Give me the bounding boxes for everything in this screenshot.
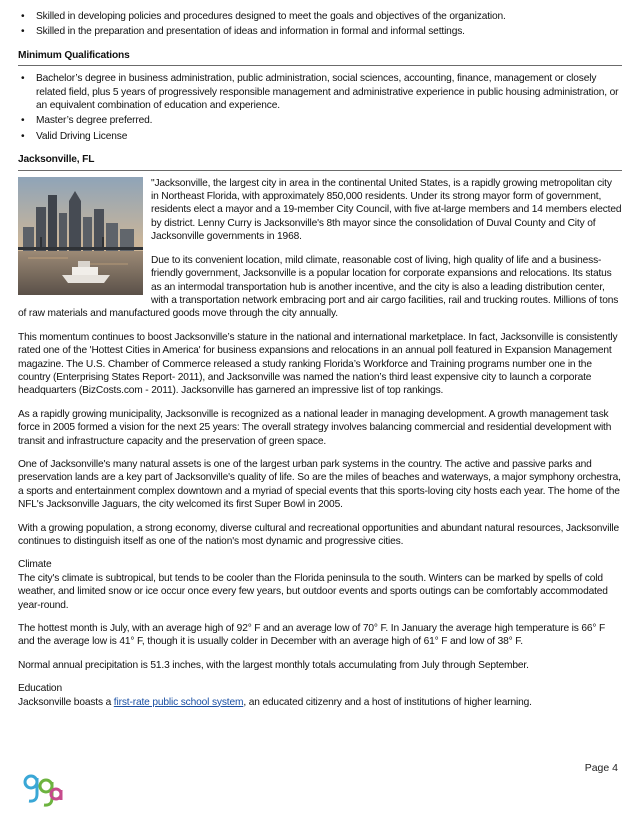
section-divider <box>18 170 622 171</box>
education-label: Education <box>18 683 62 695</box>
page-number: Page 4 <box>584 762 618 774</box>
min-qual-list <box>18 72 622 143</box>
jacksonville-skyline-photo <box>18 177 143 295</box>
gga-logo <box>22 770 64 810</box>
paragraph: Normal annual precipitation is 51.3 inches, with the largest monthly totals accumulating from July through September. <box>18 659 529 671</box>
paragraph: The hottest month is July, with an average high of 92° F and an average low of 70° F. In January the average high temperature is 66° F and the average low is 41° F, though it is usually colder in December with an average high of 61° F and low of 38° F. <box>18 623 606 648</box>
list-item: • Skilled in developing policies and procedures designed to meet the goals and objectives of the organization. <box>21 11 506 22</box>
skills-list <box>18 10 622 39</box>
climate-label: Climate <box>18 559 52 571</box>
paragraph: Due to its convenient location, mild climate, reasonable cost of living, high quality of life and a business-friendly government, Jacksonville is a popular location for corporate expansions and relocations. Its status as an intermodal transportation hub is another incentive, and the city is also a leading distribution center, with a transportation network embracing port and air cargo facilities, rail and trucking routes. Millions of tons of raw materials and manufactured goods move through the city annually. <box>18 254 619 320</box>
paragraph: This momentum continues to boost Jacksonville’s stature in the national and international marketplace. In fact, Jacksonville is consistently rated one of the 'Hottest Cities in America' for business expansions and relocations in an annual poll featured in Expansion Management magazine. The U.S. Chamber of Commerce released a study ranking Florida’s Workforce and Training programs number one in the country (Enterprising States Report- 2011), and Jacksonville was named the nation’s third least expensive city to launch a corporate headquarters (BizCosts.com - 2011). Jacksonville has garnered an impressive list of top rankings. <box>18 331 618 397</box>
bullet-icon: • <box>21 130 25 142</box>
paragraph: As a rapidly growing municipality, Jacksonville is recognized as a national leader in managing development. A growth management task force in 2005 formed a vision for the next 25 years: The overall strategy involves balancing commercial and residential development with transit and infrastructure capacity and the preservation of green space. <box>18 408 612 447</box>
bullet-icon: • <box>21 11 25 22</box>
bullet-icon: • <box>21 115 25 127</box>
paragraph: One of Jacksonville's many natural assets is one of the largest urban park systems in the country. The active and passive parks and preservation lands are a key part of Jacksonville's quality of life. So are the miles of beaches and waterways, a major symphony orchestra, a sports and entertainment complex downtown and a myriad of special events that this sports-loving city hosts each year. The home of the NFL's Jacksonville Jaguars, the city welcomed its first Super Bowl in 2005. <box>18 458 621 511</box>
section-divider <box>18 65 622 66</box>
jacksonville-heading: Jacksonville, FL <box>18 154 95 166</box>
paragraph: With a growing population, a strong economy, diverse cultural and recreational opportunities and abundant natural resources, Jacksonville continues to distinguish itself as one of the nation's most dynamic and progressive cities. <box>18 522 620 547</box>
list-item: • Valid Driving License <box>21 130 128 142</box>
paragraph: Jacksonville boasts a first-rate public school system, an educated citizenry and a host of institutions of higher learning. <box>18 696 532 708</box>
paragraph: The city's climate is subtropical, but tends to be cooler than the Florida peninsula to the south. Winters can be marked by spells of cold weather, and limited snow or ice occur once every few years, but outdoor events and sports outings can be comfortably accommodated year-round. <box>18 572 608 611</box>
list-item: • Bachelor’s degree in business administration, public administration, social sciences, accounting, finance, management or closely related field, plus 5 years of progressively responsible management and administrative experience in public housing administration, or an equivalent combination of education and experience. <box>21 73 619 112</box>
bullet-icon: • <box>21 26 25 38</box>
list-item: • Skilled in the preparation and presentation of ideas and information in formal and informal settings. <box>21 26 465 38</box>
list-item: • Master’s degree preferred. <box>21 115 153 127</box>
public-school-system-link[interactable]: first-rate public school system <box>113 696 244 708</box>
paragraph: "Jacksonville, the largest city in area in the continental United States, is a rapidly growing metropolitan city in Northeast Florida, with approximately 850,000 residents. Under its strong mayor form of government, residents elect a mayor and a 19-member City Council, with five at-large members and 14 members elected by district. Lenny Curry is Jacksonville's 8th mayor since the consolidation of Duval County and City of Jacksonville governments in 1968. <box>151 177 622 243</box>
min-qual-heading: Minimum Qualifications <box>18 49 130 61</box>
bullet-icon: • <box>21 73 25 85</box>
document-page <box>18 10 622 719</box>
